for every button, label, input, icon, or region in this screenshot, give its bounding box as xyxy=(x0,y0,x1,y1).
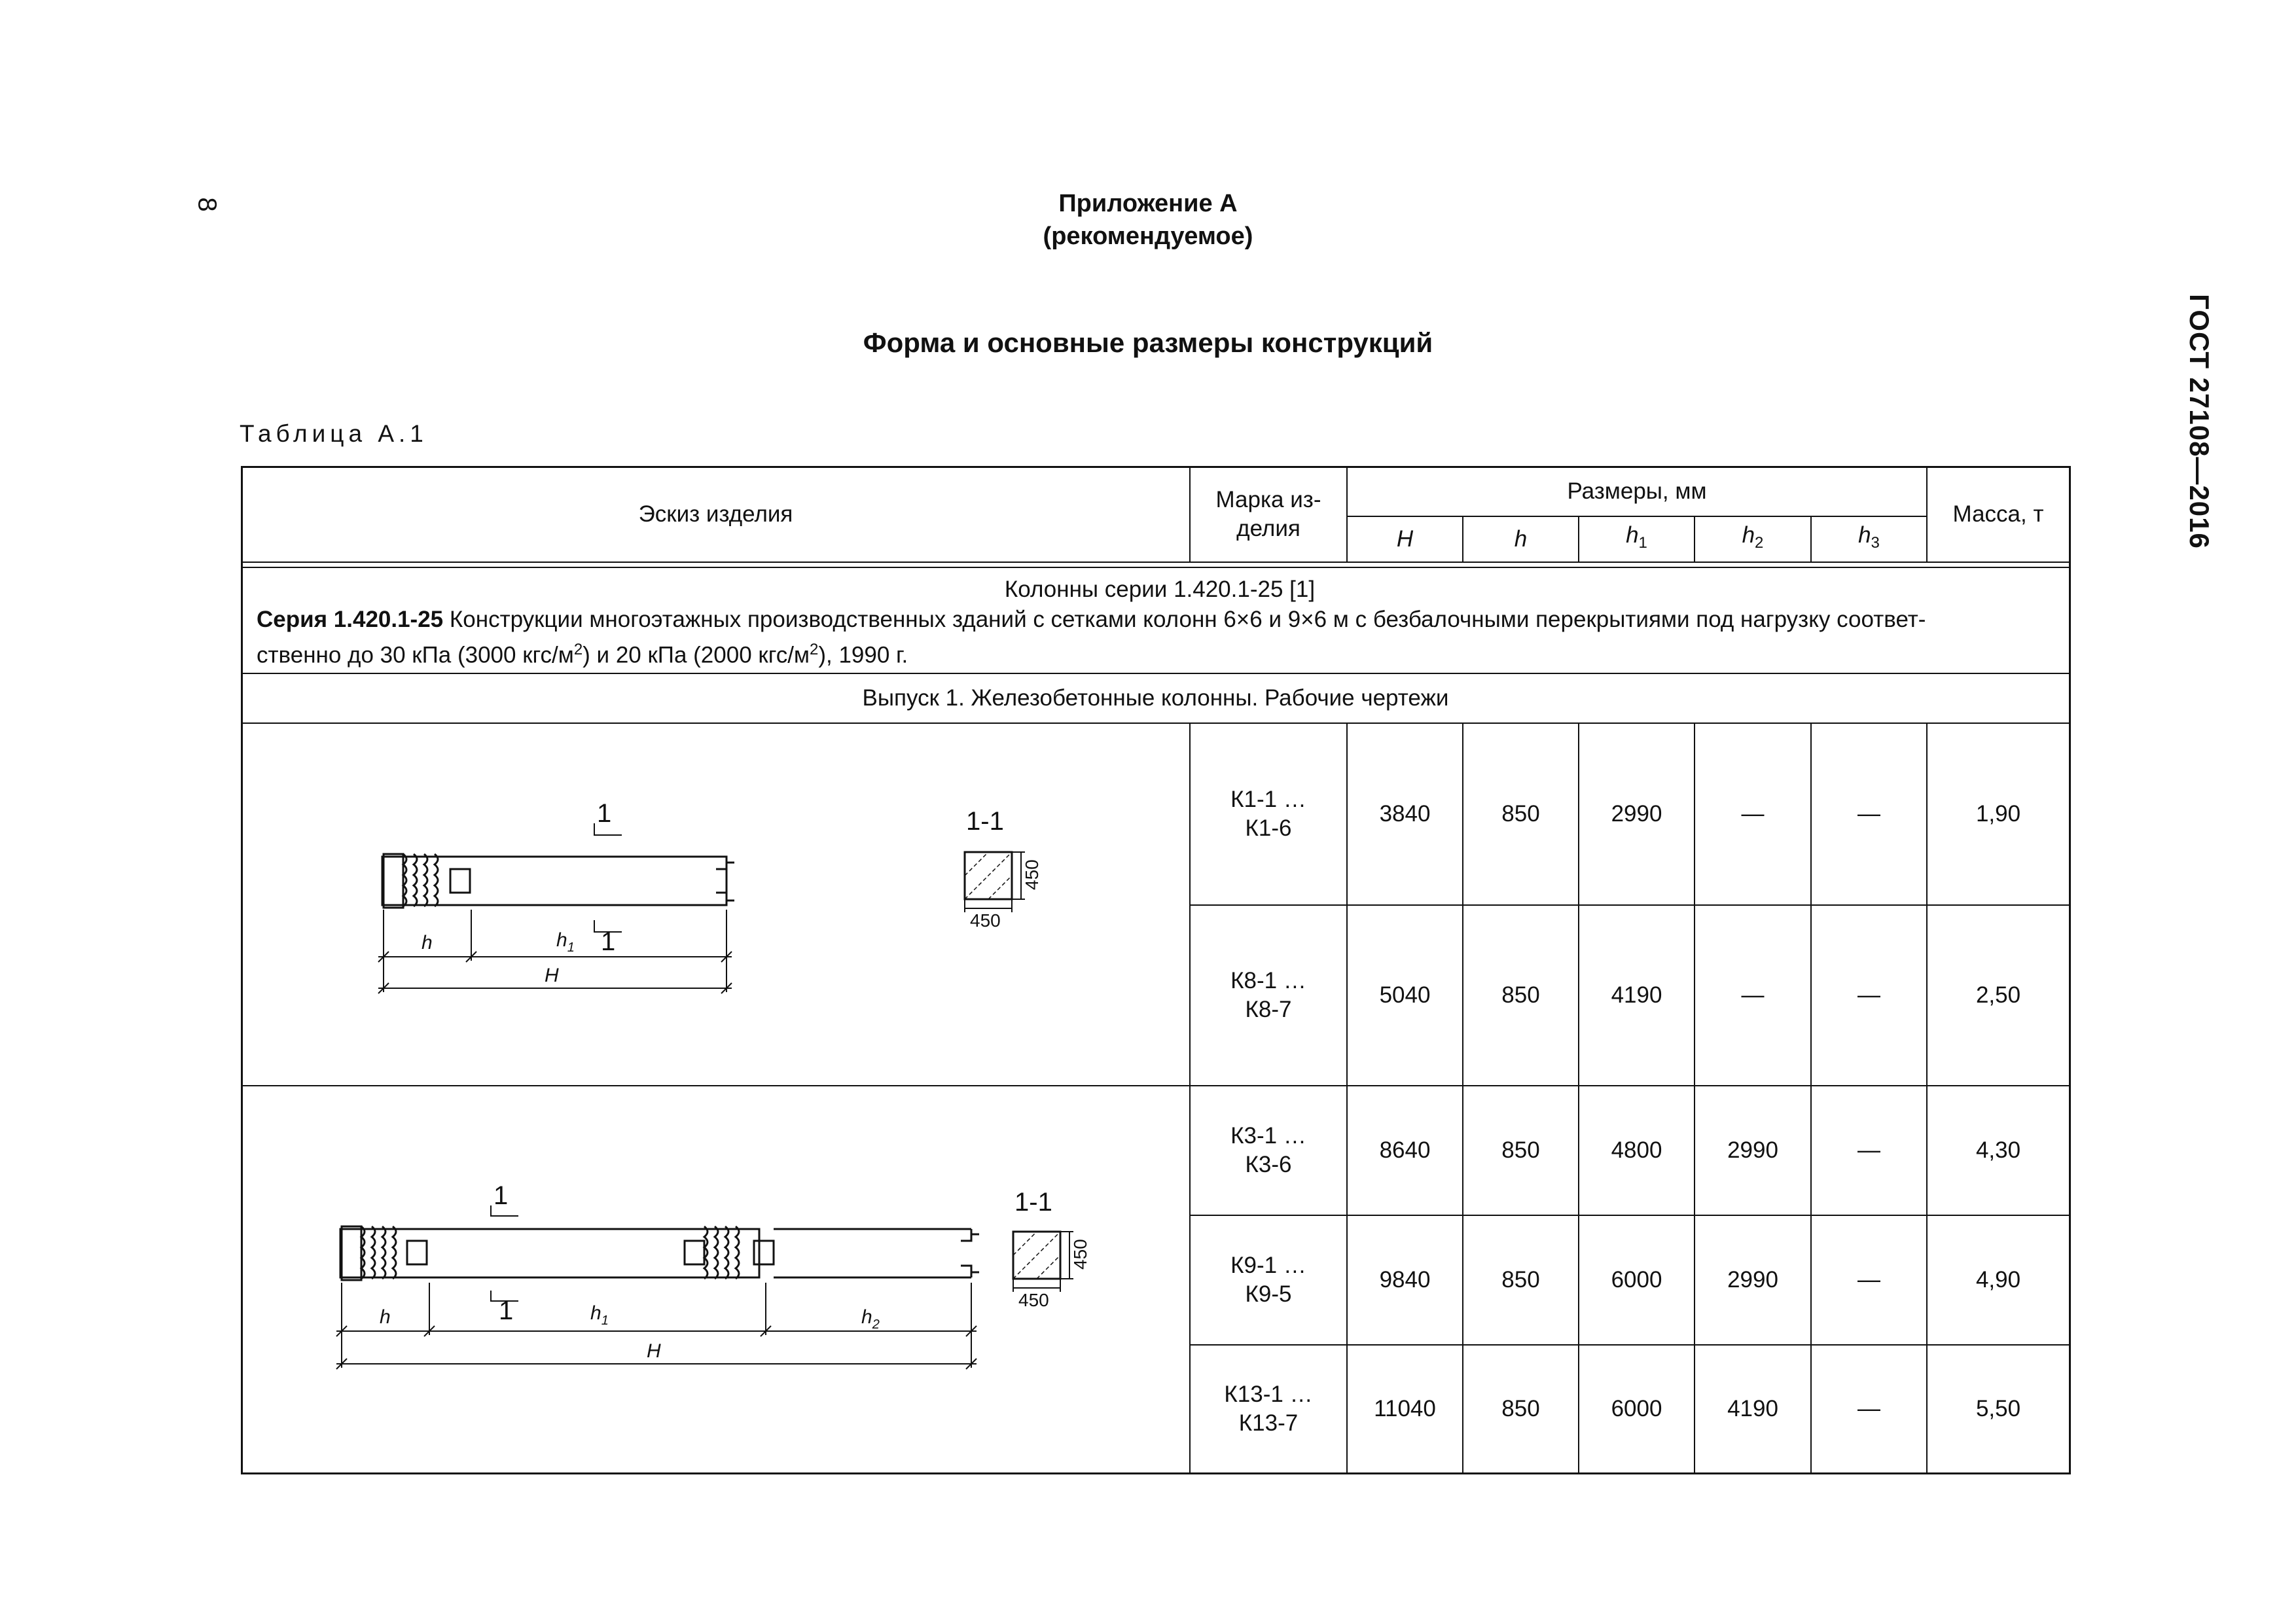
joint-left-socket xyxy=(407,1241,427,1264)
series-desc-text-2c: ), 1990 г. xyxy=(818,642,908,668)
hatch-2 xyxy=(965,852,1012,899)
joint-end-left xyxy=(342,1226,361,1280)
cell-mark-line-2: К1-6 xyxy=(1245,815,1292,841)
cell-mass: 4,90 xyxy=(1975,1267,2021,1293)
header-h2-sub: 2 xyxy=(1755,534,1764,552)
cell-mark-line-1: К13-1 … xyxy=(1224,1382,1313,1407)
section-mark-label-top: 1 xyxy=(597,799,612,828)
hatch-3 xyxy=(1037,1255,1060,1279)
header-sketch: Эскиз изделия xyxy=(638,501,793,527)
cell-h1: 6000 xyxy=(1611,1267,1662,1293)
page-number: 8 xyxy=(192,197,222,212)
joint-socket xyxy=(450,869,470,893)
joint-corrugation-4 xyxy=(435,854,438,906)
dim-H-label: H xyxy=(647,1340,661,1362)
series-name: Серия 1.420.1-25 xyxy=(257,607,444,632)
joint-left-corrugation-3 xyxy=(382,1226,386,1279)
sketch-column-double xyxy=(242,1086,1189,1472)
header-sizes: Размеры, мм xyxy=(1567,478,1707,504)
dim-h1-sub: 1 xyxy=(567,940,575,955)
cell-mass: 1,90 xyxy=(1975,801,2021,827)
cell-h3: — xyxy=(1857,1137,1880,1163)
cell-h: 850 xyxy=(1501,982,1540,1008)
section-height-label: 450 xyxy=(1070,1239,1090,1270)
header-h1-base: h xyxy=(1626,522,1639,548)
dim-h1-sub: 1 xyxy=(601,1313,609,1328)
page-title: Форма и основные размеры конструкций xyxy=(863,327,1433,358)
cell-H: 8640 xyxy=(1379,1137,1431,1163)
joint-mid-corrugation-2 xyxy=(715,1226,718,1279)
joint-corrugation-3 xyxy=(424,854,427,906)
header-h1-sub: 1 xyxy=(1638,534,1647,552)
hatch-1 xyxy=(965,852,988,876)
cell-h2: 2990 xyxy=(1727,1137,1778,1163)
header-h xyxy=(1463,517,1578,562)
dim-h2-label xyxy=(861,1306,880,1332)
dim-h1-label xyxy=(556,929,575,955)
cell-mass: 5,50 xyxy=(1975,1396,2021,1421)
section-title: 1-1 xyxy=(1014,1188,1052,1217)
cell-h: 850 xyxy=(1501,1137,1540,1163)
cell-mark-line-1: К9-1 … xyxy=(1230,1253,1306,1278)
column-end-notch xyxy=(716,857,726,905)
dim-h2-base: h xyxy=(861,1306,872,1328)
header-mark-line-1: Марка из- xyxy=(1215,487,1321,512)
cell-h3: — xyxy=(1857,982,1880,1008)
series-desc-text-1: Конструкции многоэтажных производственных зданий с сетками колонн 6×6 и 9×6 м с безбалочными перекрытиями под нагрузку соответ- xyxy=(443,607,1926,632)
cell-H: 3840 xyxy=(1379,801,1431,827)
section-width-label: 450 xyxy=(1018,1290,1049,1310)
header-h3-base: h xyxy=(1858,522,1871,548)
header-h-text: h xyxy=(1514,526,1528,552)
cell-h1: 6000 xyxy=(1611,1396,1662,1421)
cell-H: 11040 xyxy=(1374,1396,1436,1421)
dim-h2-sub: 2 xyxy=(872,1317,880,1332)
joint-left-corrugation-2 xyxy=(372,1226,375,1279)
appendix-line-2: (рекомендуемое) xyxy=(1043,223,1253,250)
cell-mark-line-1: К1-1 … xyxy=(1230,787,1306,812)
appendix-heading xyxy=(0,187,2296,253)
cell-h3: — xyxy=(1857,1267,1880,1293)
dim-h1-base: h xyxy=(590,1302,601,1324)
series-desc-text-2a: ственно до 30 кПа (3000 кгс/м xyxy=(257,642,574,668)
table-border-right xyxy=(2069,466,2071,1474)
cell-mass: 4,30 xyxy=(1975,1137,2021,1163)
appendix-line-1: Приложение А xyxy=(1058,190,1238,217)
cell-h: 850 xyxy=(1501,801,1540,827)
section-mark-label-bottom: 1 xyxy=(601,927,616,956)
cell-h2: — xyxy=(1741,982,1765,1008)
cell-mark xyxy=(1191,724,1346,904)
series-desc-sup-2: 2 xyxy=(809,641,819,658)
header-h1 xyxy=(1579,517,1694,562)
header-H xyxy=(1348,517,1462,562)
cell-H: 9840 xyxy=(1379,1267,1431,1293)
cell-h: 850 xyxy=(1501,1267,1540,1293)
cell-mark-line-2: К9-5 xyxy=(1245,1281,1292,1307)
series-desc-sup-1: 2 xyxy=(573,641,583,658)
header-mass: Масса, т xyxy=(1952,501,2044,527)
header-h2-base: h xyxy=(1742,522,1755,548)
cell-mark xyxy=(1191,1086,1346,1215)
header-H-text: H xyxy=(1396,526,1414,552)
cell-h1: 4800 xyxy=(1611,1137,1662,1163)
column-end-notch xyxy=(961,1229,971,1277)
header-h2 xyxy=(1695,517,1810,562)
cell-h2: — xyxy=(1741,801,1765,827)
cell-mark xyxy=(1191,1216,1346,1344)
sketch-column-single xyxy=(242,724,1189,1085)
issue-title: Выпуск 1. Железобетонные колонны. Рабочие чертежи xyxy=(862,685,1449,711)
header-bottom-line-2 xyxy=(241,567,2071,568)
dim-h-label: h xyxy=(380,1306,391,1328)
section-mark-label-top: 1 xyxy=(493,1181,509,1210)
cell-H: 5040 xyxy=(1379,982,1431,1008)
header-h3 xyxy=(1812,517,1926,562)
section-title: 1-1 xyxy=(966,807,1004,836)
table-border-bottom xyxy=(241,1472,2071,1474)
cell-mark-line-2: К13-7 xyxy=(1238,1410,1299,1436)
joint-left-corrugation-4 xyxy=(393,1226,396,1279)
document-code: ГОСТ 27108—2016 xyxy=(2184,294,2215,549)
dim-H-label: H xyxy=(545,965,559,986)
series-description xyxy=(257,575,2063,671)
section-height-label: 450 xyxy=(1022,859,1042,890)
joint-mid-socket-right xyxy=(754,1241,774,1264)
hatch-2 xyxy=(1013,1232,1060,1279)
hatch-1 xyxy=(1013,1232,1037,1255)
joint-end xyxy=(384,854,403,908)
joint-corrugation-2 xyxy=(414,854,417,906)
cell-h3: — xyxy=(1857,801,1880,827)
cell-mark-line-1: К8-1 … xyxy=(1230,968,1306,993)
dim-h1-label xyxy=(590,1302,609,1328)
header-h3-sub: 3 xyxy=(1871,534,1880,552)
cell-h3: — xyxy=(1857,1396,1880,1421)
joint-mid-corrugation-3 xyxy=(725,1226,728,1279)
joint-mid-corrugation-4 xyxy=(736,1226,739,1279)
cell-h1: 4190 xyxy=(1611,982,1662,1008)
series-desc-line-2 xyxy=(257,635,2063,671)
series-desc-line-1 xyxy=(257,605,2063,635)
joint-mid-socket-left xyxy=(685,1241,704,1264)
cell-h1: 2990 xyxy=(1611,801,1662,827)
cell-mark-line-1: К3-1 … xyxy=(1230,1123,1306,1149)
dim-h-label: h xyxy=(422,932,433,954)
series-title: Колонны серии 1.420.1-25 [1] xyxy=(1004,577,1316,602)
dim-h1-base: h xyxy=(556,929,567,951)
header-mark-line-2: делия xyxy=(1236,516,1300,541)
cell-mark-line-2: К8-7 xyxy=(1245,997,1292,1022)
hatch-3 xyxy=(988,876,1012,899)
section-mark-label-bottom: 1 xyxy=(499,1296,514,1325)
cell-h2: 4190 xyxy=(1727,1396,1778,1421)
series-desc-text-2b: ) и 20 кПа (2000 кгс/м xyxy=(583,642,810,668)
cell-h: 850 xyxy=(1501,1396,1540,1421)
cell-mark-line-2: К3-6 xyxy=(1245,1152,1292,1177)
header-mark xyxy=(1191,467,1346,562)
cell-mark xyxy=(1191,906,1346,1085)
cell-mass: 2,50 xyxy=(1975,982,2021,1008)
table-caption: Таблица А.1 xyxy=(240,420,428,447)
header-bottom-line-1 xyxy=(241,562,2071,563)
column-body xyxy=(340,1229,759,1277)
section-width-label: 450 xyxy=(970,910,1001,931)
cell-mark xyxy=(1191,1346,1346,1472)
cell-h2: 2990 xyxy=(1727,1267,1778,1293)
